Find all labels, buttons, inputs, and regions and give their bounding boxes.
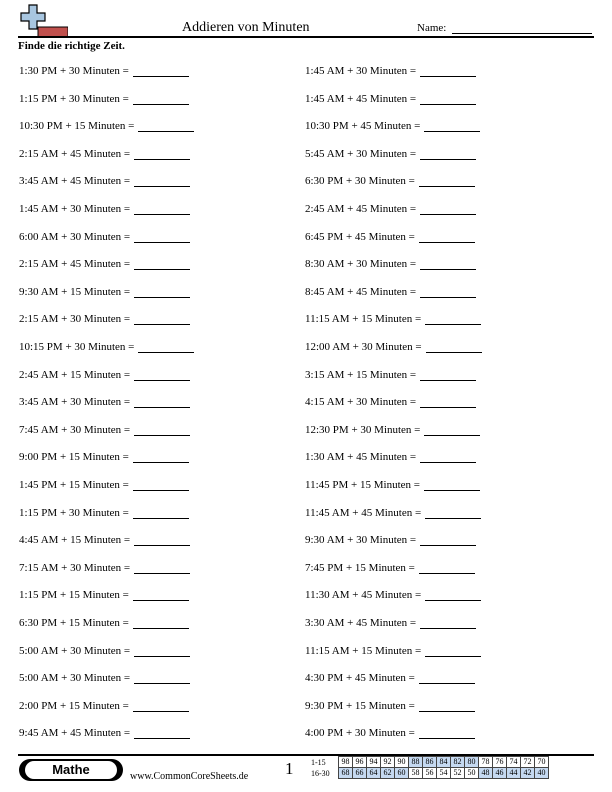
subject-label: Mathe	[25, 761, 117, 779]
answer-blank[interactable]	[420, 203, 476, 215]
problem-text: 2:15 AM + 45 Minuten =	[19, 147, 131, 160]
answer-blank[interactable]	[425, 645, 481, 657]
worksheet-title: Addieren von Minuten	[182, 20, 310, 35]
problem-item	[19, 203, 190, 215]
problem-item	[305, 424, 480, 436]
problem-text: 6:45 PM + 45 Minuten =	[305, 230, 415, 243]
score-cell: 44	[507, 768, 521, 779]
problem-item	[305, 700, 475, 712]
problem-text: 4:15 AM + 30 Minuten =	[305, 396, 417, 409]
answer-blank[interactable]	[419, 672, 475, 684]
problem-item	[19, 231, 190, 243]
problem-text: 5:00 AM + 30 Minuten =	[19, 644, 131, 657]
problem-text: 7:45 AM + 30 Minuten =	[19, 423, 131, 436]
problem-item	[305, 645, 481, 657]
answer-blank[interactable]	[134, 203, 190, 215]
score-cell: 50	[465, 768, 479, 779]
problem-text: 12:00 AM + 30 Minuten =	[305, 341, 422, 353]
answer-blank[interactable]	[425, 507, 481, 519]
score-cell: 86	[423, 757, 437, 768]
score-cell: 66	[353, 768, 367, 779]
problem-text: 8:30 AM + 30 Minuten =	[305, 258, 417, 271]
problem-text: 4:00 PM + 30 Minuten =	[305, 727, 415, 740]
problem-item	[305, 589, 481, 601]
problem-text: 1:15 PM + 30 Minuten =	[19, 506, 129, 519]
problem-item	[305, 203, 476, 215]
problem-item	[305, 369, 476, 381]
score-cell: 56	[423, 768, 437, 779]
problem-text: 7:45 PM + 15 Minuten =	[305, 561, 415, 574]
problem-item	[305, 231, 475, 243]
answer-blank[interactable]	[134, 534, 190, 546]
problem-item	[19, 424, 190, 436]
answer-blank[interactable]	[133, 617, 189, 629]
answer-blank[interactable]	[424, 479, 480, 491]
problem-text: 1:45 AM + 30 Minuten =	[19, 203, 131, 215]
answer-blank[interactable]	[419, 562, 475, 574]
problem-text: 2:15 AM + 45 Minuten =	[19, 258, 131, 271]
problem-text: 2:15 AM + 30 Minuten =	[19, 313, 131, 326]
problem-text: 10:15 PM + 30 Minuten =	[19, 341, 135, 353]
answer-blank[interactable]	[419, 727, 475, 739]
score-cell: 82	[451, 757, 465, 768]
problem-text: 11:45 PM + 15 Minuten =	[305, 479, 420, 491]
answer-blank[interactable]	[134, 369, 190, 381]
problem-item	[305, 286, 476, 298]
problem-text: 10:30 PM + 15 Minuten =	[19, 120, 135, 133]
problem-item	[19, 617, 189, 629]
answer-blank[interactable]	[134, 231, 190, 243]
problem-text: 4:30 PM + 45 Minuten =	[305, 672, 415, 685]
problem-item	[19, 313, 190, 325]
problem-item	[19, 286, 190, 298]
answer-blank[interactable]	[133, 507, 189, 519]
problem-item	[305, 148, 476, 160]
score-cell: 90	[395, 757, 409, 768]
answer-blank[interactable]	[134, 424, 190, 436]
score-cell: 88	[409, 757, 423, 768]
problem-text: 2:00 PM + 15 Minuten =	[19, 699, 129, 712]
problem-text: 5:45 AM + 30 Minuten =	[305, 147, 417, 160]
problem-text: 12:30 PM + 30 Minuten =	[305, 423, 421, 436]
answer-blank[interactable]	[138, 341, 194, 353]
problem-item	[19, 93, 189, 105]
score-cell: 54	[437, 768, 451, 779]
problem-item	[305, 120, 480, 132]
problem-item	[19, 120, 194, 132]
problem-text: 8:45 AM + 45 Minuten =	[305, 285, 417, 298]
score-cell: 70	[535, 757, 549, 768]
problem-item	[19, 534, 190, 546]
problem-item	[19, 589, 189, 601]
problem-item	[305, 507, 481, 519]
score-cell: 76	[493, 757, 507, 768]
answer-blank[interactable]	[133, 589, 189, 601]
answer-blank[interactable]	[420, 451, 476, 463]
problem-item	[305, 562, 475, 574]
problem-text: 6:30 PM + 30 Minuten =	[305, 175, 415, 188]
answer-blank[interactable]	[133, 65, 189, 77]
problem-text: 9:00 PM + 15 Minuten =	[19, 451, 129, 464]
problem-text: 2:45 AM + 45 Minuten =	[305, 203, 417, 215]
score-cell: 46	[493, 768, 507, 779]
problem-text: 3:45 AM + 45 Minuten =	[19, 175, 131, 188]
score-row	[339, 757, 549, 768]
problem-text: 1:45 AM + 30 Minuten =	[305, 65, 417, 77]
page-number: 1	[285, 759, 294, 778]
score-cell: 40	[535, 768, 549, 779]
problem-item	[305, 451, 476, 463]
answer-blank[interactable]	[424, 424, 480, 436]
problem-item	[305, 175, 475, 187]
problem-item	[19, 258, 190, 270]
score-cell: 80	[465, 757, 479, 768]
problem-item	[305, 65, 476, 77]
problem-text: 9:30 AM + 15 Minuten =	[19, 285, 131, 298]
score-cell: 64	[367, 768, 381, 779]
answer-blank[interactable]	[426, 341, 482, 353]
answer-blank[interactable]	[134, 313, 190, 325]
answer-blank[interactable]	[134, 148, 190, 160]
answer-blank[interactable]	[425, 589, 481, 601]
score-cell: 68	[339, 768, 353, 779]
answer-blank[interactable]	[425, 313, 481, 325]
score-cell: 98	[339, 757, 353, 768]
problem-item	[19, 645, 190, 657]
problem-item	[19, 451, 189, 463]
problem-item	[305, 341, 482, 353]
problem-text: 3:45 AM + 30 Minuten =	[19, 396, 131, 409]
score-cell: 48	[479, 768, 493, 779]
answer-blank[interactable]	[134, 396, 190, 408]
answer-blank[interactable]	[420, 93, 476, 105]
score-cell: 60	[395, 768, 409, 779]
answer-blank[interactable]	[133, 479, 189, 491]
score-cell: 96	[353, 757, 367, 768]
answer-blank[interactable]	[133, 93, 189, 105]
problem-text: 6:00 AM + 30 Minuten =	[19, 230, 131, 243]
problem-text: 10:30 PM + 45 Minuten =	[305, 120, 421, 133]
answer-blank[interactable]	[420, 534, 476, 546]
problem-text: 11:45 AM + 45 Minuten =	[305, 506, 422, 519]
problem-text: 2:45 AM + 15 Minuten =	[19, 368, 131, 381]
score-row-label: 16-30	[311, 769, 330, 778]
answer-blank[interactable]	[424, 120, 480, 132]
answer-blank[interactable]	[419, 231, 475, 243]
problem-item	[305, 617, 476, 629]
problem-item	[19, 369, 190, 381]
score-cell: 74	[507, 757, 521, 768]
answer-blank[interactable]	[134, 562, 190, 574]
problem-item	[19, 148, 190, 160]
answer-blank[interactable]	[134, 645, 190, 657]
problem-item	[305, 479, 480, 491]
problem-text: 11:30 AM + 45 Minuten =	[305, 589, 422, 602]
score-table	[338, 756, 549, 779]
answer-blank[interactable]	[133, 451, 189, 463]
answer-blank[interactable]	[420, 65, 476, 77]
score-cell: 58	[409, 768, 423, 779]
answer-blank[interactable]	[420, 396, 476, 408]
problem-item	[305, 534, 476, 546]
problem-item	[305, 396, 476, 408]
instructions: Finde die richtige Zeit.	[18, 40, 125, 52]
score-cell: 92	[381, 757, 395, 768]
problem-text: 1:30 PM + 30 Minuten =	[19, 65, 129, 77]
problem-text: 9:45 AM + 45 Minuten =	[19, 727, 131, 740]
problem-text: 9:30 PM + 15 Minuten =	[305, 699, 415, 712]
score-cell: 84	[437, 757, 451, 768]
answer-blank[interactable]	[420, 286, 476, 298]
answer-blank[interactable]	[419, 700, 475, 712]
answer-blank[interactable]	[420, 617, 476, 629]
problem-item	[19, 341, 194, 353]
score-cell: 94	[367, 757, 381, 768]
plus-logo-icon	[18, 4, 68, 38]
problem-text: 5:00 AM + 30 Minuten =	[19, 672, 131, 685]
problem-text: 1:45 PM + 15 Minuten =	[19, 479, 129, 491]
score-cell: 62	[381, 768, 395, 779]
answer-blank[interactable]	[420, 258, 476, 270]
problem-text: 1:15 PM + 15 Minuten =	[19, 589, 129, 602]
problem-text: 3:15 AM + 15 Minuten =	[305, 368, 417, 381]
answer-blank[interactable]	[134, 258, 190, 270]
problem-item	[19, 65, 189, 77]
answer-blank[interactable]	[134, 672, 190, 684]
problem-item	[19, 562, 190, 574]
header-divider	[18, 36, 594, 38]
problem-item	[305, 313, 481, 325]
problem-item	[19, 727, 190, 739]
problem-text: 1:45 AM + 45 Minuten =	[305, 92, 417, 105]
problem-text: 11:15 AM + 15 Minuten =	[305, 313, 422, 326]
answer-blank[interactable]	[133, 700, 189, 712]
answer-blank[interactable]	[420, 148, 476, 160]
problem-text: 1:30 AM + 45 Minuten =	[305, 451, 417, 464]
score-cell: 52	[451, 768, 465, 779]
answer-blank[interactable]	[420, 369, 476, 381]
score-cell: 42	[521, 768, 535, 779]
problem-text: 7:15 AM + 30 Minuten =	[19, 561, 131, 574]
website-label: www.CommonCoreSheets.de	[130, 771, 249, 782]
problem-item	[19, 507, 189, 519]
problem-text: 4:45 AM + 15 Minuten =	[19, 534, 131, 547]
problem-item	[19, 396, 190, 408]
problem-text: 1:15 PM + 30 Minuten =	[19, 92, 129, 105]
problem-item	[305, 727, 475, 739]
score-row-label: 1-15	[311, 758, 326, 767]
answer-blank[interactable]	[138, 120, 194, 132]
problem-item	[305, 258, 476, 270]
answer-blank[interactable]	[134, 727, 190, 739]
problem-item	[19, 479, 189, 491]
problem-item	[19, 672, 190, 684]
score-cell: 78	[479, 757, 493, 768]
answer-blank[interactable]	[419, 175, 475, 187]
name-line	[452, 33, 592, 34]
problem-item	[19, 175, 190, 187]
score-row-labels	[311, 757, 330, 779]
score-row	[339, 768, 549, 779]
problem-text: 11:15 AM + 15 Minuten =	[305, 644, 422, 657]
name-label: Name:	[417, 22, 447, 34]
answer-blank[interactable]	[134, 175, 190, 187]
problem-text: 6:30 PM + 15 Minuten =	[19, 617, 129, 629]
problem-text: 3:30 AM + 45 Minuten =	[305, 617, 417, 629]
problem-item	[305, 93, 476, 105]
problem-item	[19, 700, 189, 712]
problem-item	[305, 672, 475, 684]
problem-text: 9:30 AM + 30 Minuten =	[305, 534, 417, 547]
score-cell: 72	[521, 757, 535, 768]
answer-blank[interactable]	[134, 286, 190, 298]
